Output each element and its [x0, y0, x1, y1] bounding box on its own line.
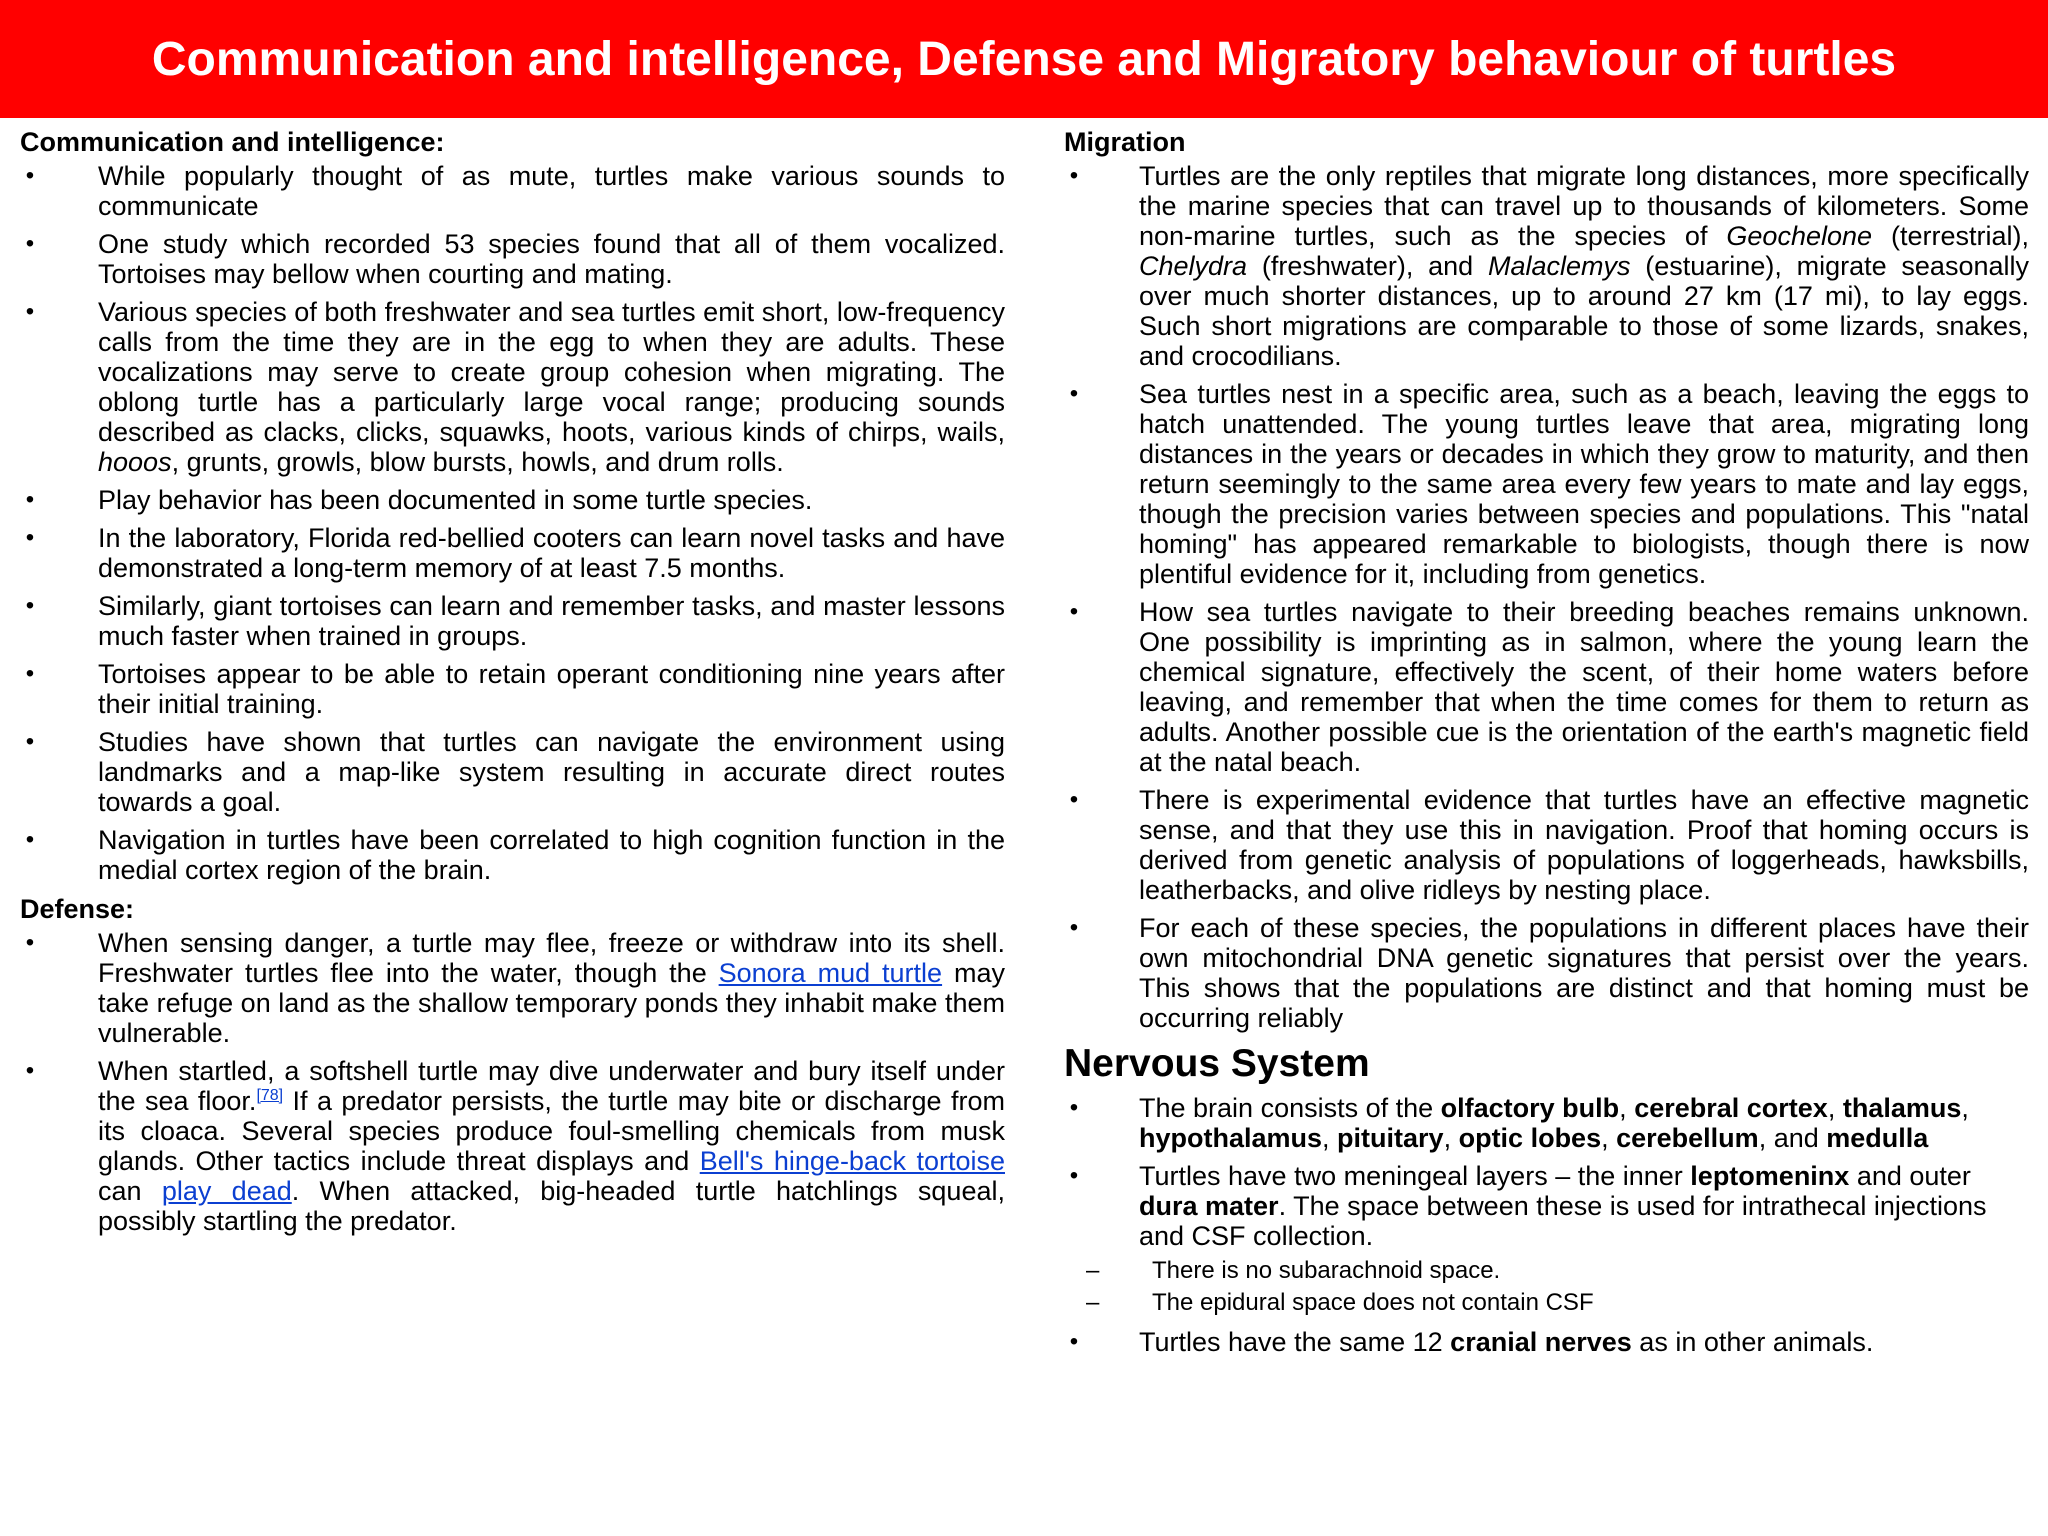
- sonora-mud-turtle-link[interactable]: Sonora mud turtle: [718, 958, 943, 988]
- right-column: [1064, 126, 2029, 1365]
- title-banner: [0, 0, 2048, 118]
- defense-heading: Defense:: [20, 894, 135, 924]
- bullet-icon: •: [25, 230, 35, 257]
- communication-list: [20, 161, 1005, 885]
- nervous-sublist: [1064, 1255, 2029, 1319]
- bullet-icon: •: [1069, 786, 1079, 813]
- bells-hinge-back-tortoise-link[interactable]: Bell's hinge-back tortoise: [699, 1146, 1005, 1176]
- list-item: • Navigation in turtles have been correlated to high cognition function in the medial cortex region of the brain.: [20, 825, 1005, 885]
- play-dead-link[interactable]: play dead: [161, 1176, 292, 1206]
- list-item: • Play behavior has been documented in some turtle species.: [20, 485, 1005, 515]
- list-item: • How sea turtles navigate to their breeding beaches remains unknown. One possibility is imprinting as in salmon, where the young learn the chemical signature, effectively the scent, of their home waters before leaving, and remember that when the time comes for them to return as adults. Another possible cue is the orientation of the earth's magnetic field at the natal beach.: [1064, 597, 2029, 777]
- list-item: • When sensing danger, a turtle may flee, freeze or withdraw into its shell. Freshwater turtles flee into the water, though the Sonora mud turtle may take refuge on land as the shallow temporary ponds they inhabit make them vulnerable.: [20, 928, 1005, 1048]
- list-item: • Tortoises appear to be able to retain operant conditioning nine years after their initial training.: [20, 659, 1005, 719]
- list-item: • Similarly, giant tortoises can learn and remember tasks, and master lessons much faster when trained in groups.: [20, 591, 1005, 651]
- sub-list-item: – There is no subarachnoid space.: [1064, 1255, 2029, 1287]
- list-item: • The brain consists of the olfactory bulb, cerebral cortex, thalamus, hypothalamus, pituitary, optic lobes, cerebellum, and medulla: [1064, 1093, 2029, 1153]
- bullet-icon: •: [1069, 914, 1079, 941]
- list-item: • There is experimental evidence that turtles have an effective magnetic sense, and that they use this in navigation. Proof that homing occurs is derived from genetic analysis of populations of loggerheads, hawksbills, leatherbacks, and olive ridleys by nesting place.: [1064, 785, 2029, 905]
- bullet-icon: •: [25, 1057, 35, 1084]
- bullet-icon: •: [25, 592, 35, 619]
- bullet-icon: •: [25, 826, 35, 853]
- list-item: • Turtles have the same 12 cranial nerves as in other animals.: [1064, 1327, 2029, 1357]
- bullet-icon: •: [25, 298, 35, 325]
- bullet-icon: •: [1069, 1328, 1079, 1355]
- communication-heading: Communication and intelligence:: [20, 127, 445, 157]
- list-item: • Sea turtles nest in a specific area, such as a beach, leaving the eggs to hatch unattended. The young turtles leave that area, migrating long distances in the years or decades in which they grow to maturity, and then return seemingly to the same area every few years to mate and lay eggs, though the precision varies between species and populations. This "natal homing" has appeared remarkable to biologists, though there is now plentiful evidence for it, including from genetics.: [1064, 379, 2029, 589]
- reference-link[interactable]: [78]: [256, 1087, 284, 1104]
- sub-list-item: – The epidural space does not contain CSF: [1064, 1287, 2029, 1319]
- bullet-icon: •: [1069, 1162, 1079, 1189]
- bullet-icon: •: [25, 524, 35, 551]
- list-item: • Turtles have two meningeal layers – the inner leptomeninx and outer dura mater. The space between these is used for intrathecal injections and CSF collection. – There is no subarachnoid space. – The epidural space does not contain CSF: [1064, 1161, 2029, 1319]
- list-item: • When startled, a softshell turtle may dive underwater and bury itself under the sea floor.[78] If a predator persists, the turtle may bite or discharge from its cloaca. Several species produce foul-smelling chemicals from musk glands. Other tactics include threat displays and Bell's hinge-back tortoise can play dead. When attacked, big-headed turtle hatchlings squeal, possibly startling the predator.: [20, 1056, 1005, 1236]
- dash-icon: –: [1086, 1257, 1100, 1284]
- nervous-list: [1064, 1093, 2029, 1357]
- migration-heading: Migration: [1064, 127, 1186, 157]
- bullet-icon: •: [25, 660, 35, 687]
- bullet-icon: •: [25, 162, 35, 189]
- list-item: • Studies have shown that turtles can navigate the environment using landmarks and a map-like system resulting in accurate direct routes towards a goal.: [20, 727, 1005, 817]
- migration-list: [1064, 161, 2029, 1033]
- bullet-icon: •: [1069, 380, 1079, 407]
- bullet-icon: •: [25, 728, 35, 755]
- list-item: • For each of these species, the populations in different places have their own mitochondrial DNA genetic signatures that persist over the years. This shows that the populations are distinct and that homing must be occurring reliably: [1064, 913, 2029, 1033]
- list-item: • Turtles are the only reptiles that migrate long distances, more specifically the marine species that can travel up to thousands of kilometers. Some non-marine turtles, such as the species of Geochelone (terrestrial), Chelydra (freshwater), and Malaclemys (estuarine), migrate seasonally over much shorter distances, up to around 27 km (17 mi), to lay eggs. Such short migrations are comparable to those of some lizards, snakes, and crocodilians.: [1064, 161, 2029, 371]
- list-item: • One study which recorded 53 species found that all of them vocalized. Tortoises may bellow when courting and mating.: [20, 229, 1005, 289]
- dash-icon: –: [1086, 1289, 1100, 1316]
- left-column: [20, 126, 1005, 1244]
- bullet-icon: •: [1069, 162, 1079, 189]
- list-item: • Various species of both freshwater and sea turtles emit short, low-frequency calls from the time they are in the egg to when they are adults. These vocalizations may serve to create group cohesion when migrating. The oblong turtle has a particularly large vocal range; producing sounds described as clacks, clicks, squawks, hoots, various kinds of chirps, wails, hooos, grunts, growls, blow bursts, howls, and drum rolls.: [20, 297, 1005, 477]
- bullet-icon: •: [25, 929, 35, 956]
- list-item: • While popularly thought of as mute, turtles make various sounds to communicate: [20, 161, 1005, 221]
- page-title: Communication and intelligence, Defense and Migratory behaviour of turtles: [151, 32, 1897, 86]
- bullet-icon: •: [1069, 598, 1079, 625]
- defense-list: [20, 928, 1005, 1236]
- bullet-icon: •: [1069, 1094, 1079, 1121]
- list-item: • In the laboratory, Florida red-bellied cooters can learn novel tasks and have demonstrated a long-term memory of at least 7.5 months.: [20, 523, 1005, 583]
- nervous-system-heading: Nervous System: [1064, 1042, 1370, 1085]
- bullet-icon: •: [25, 486, 35, 513]
